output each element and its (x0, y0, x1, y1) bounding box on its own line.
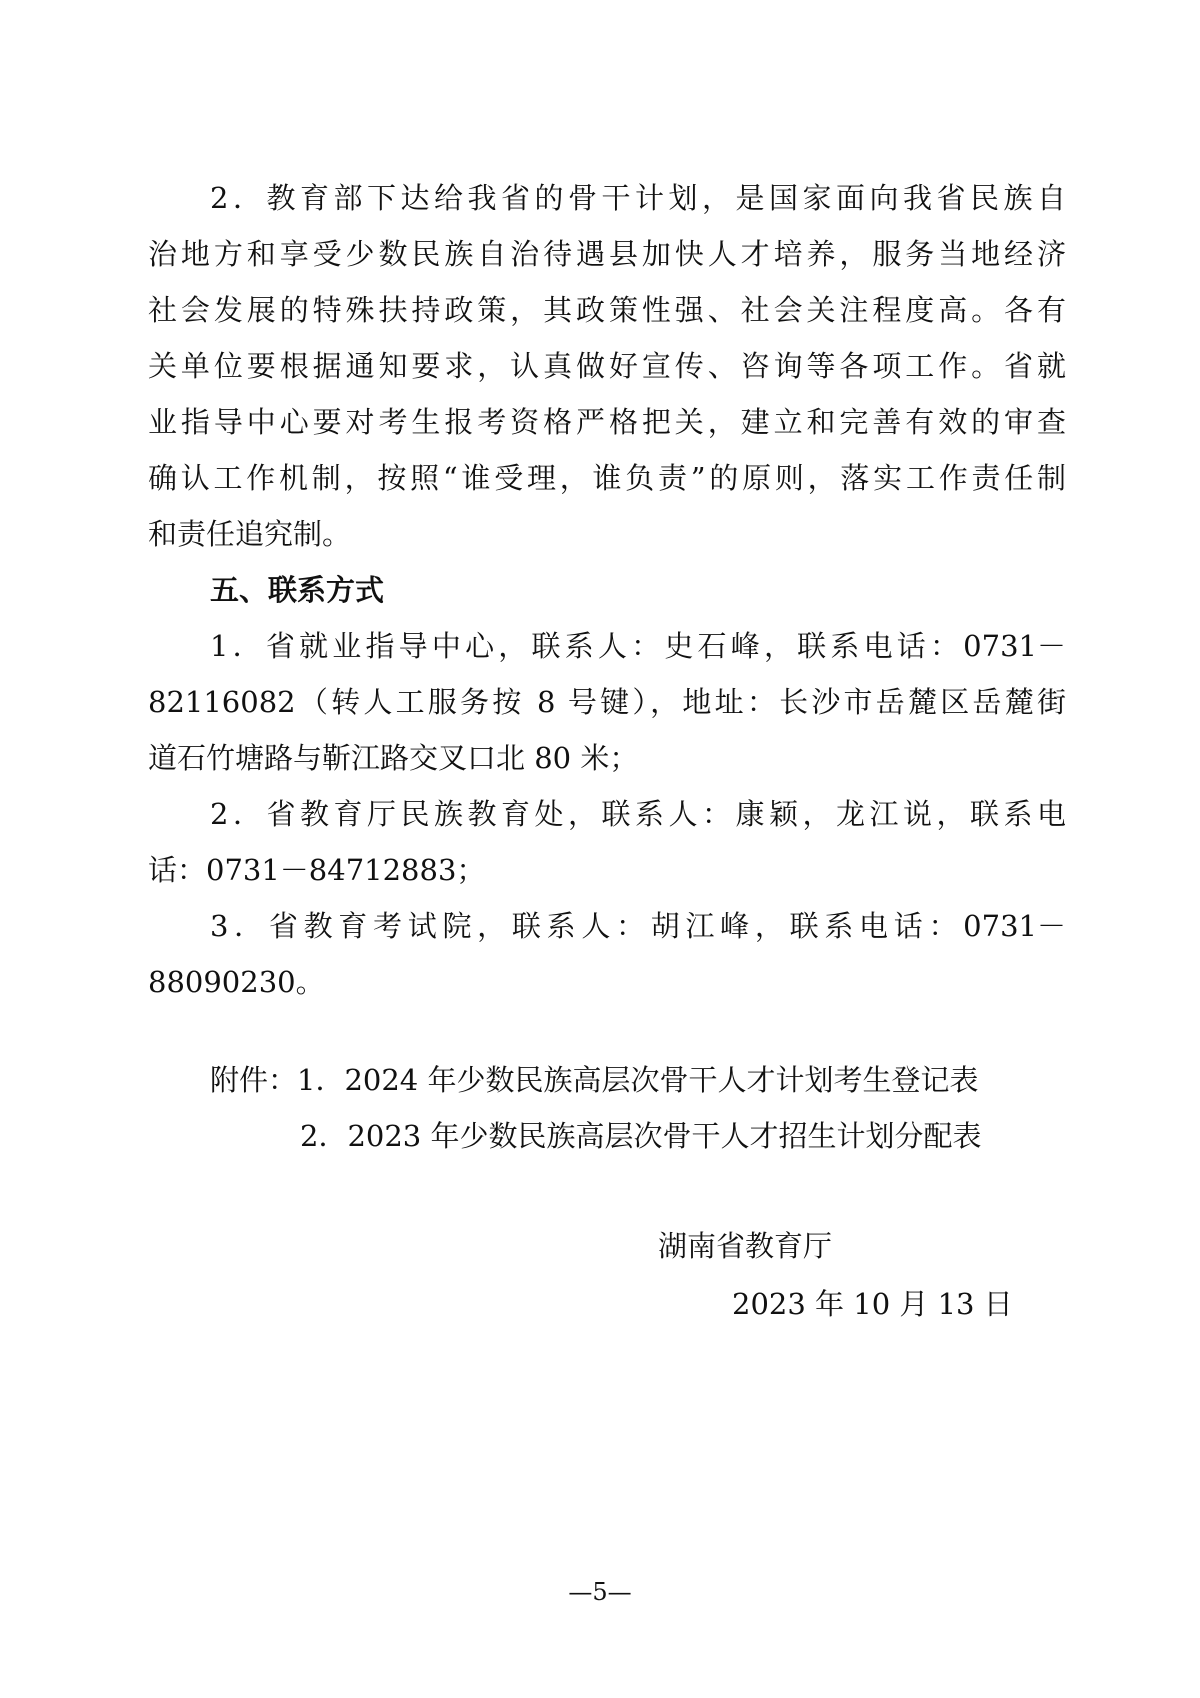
page-number: —5— (568, 1578, 632, 1606)
para2-line-1: 2．教育部下达给我省的骨干计划，是国家面向我省民族自 (210, 181, 1066, 215)
contact-1-line-3: 道石竹塘路与靳江路交叉口北 80 米； (148, 741, 639, 775)
signature-date: 2023 年 10 月 13 日 (732, 1287, 1013, 1321)
contact-1-line-1: 1．省就业指导中心，联系人：史石峰，联系电话：0731－ (210, 629, 1066, 663)
contact-2-line-2: 话：0731－84712883； (148, 853, 486, 887)
para2-line-2: 治地方和享受少数民族自治待遇县加快人才培养，服务当地经济 (148, 237, 1066, 271)
para2-line-3: 社会发展的特殊扶持政策，其政策性强、社会关注程度高。各有 (148, 293, 1066, 327)
contact-2-line-1: 2．省教育厅民族教育处，联系人：康颖，龙江说，联系电 (210, 797, 1066, 831)
attachment-1: 附件：1．2024 年少数民族高层次骨干人才计划考生登记表 (210, 1063, 979, 1097)
contact-1-line-2: 82116082（转人工服务按 8 号键），地址：长沙市岳麓区岳麓街 (148, 685, 1066, 719)
para2-line-6: 确认工作机制，按照“谁受理，谁负责”的原则，落实工作责任制 (148, 461, 1066, 495)
para2-line-4: 关单位要根据通知要求，认真做好宣传、咨询等各项工作。省就 (148, 349, 1066, 383)
signature-org: 湖南省教育厅 (658, 1229, 833, 1263)
attachment-2: 2．2023 年少数民族高层次骨干人才招生计划分配表 (300, 1119, 982, 1153)
para2-line-7: 和责任追究制。 (148, 517, 352, 551)
para2-line-5: 业指导中心要对考生报考资格严格把关，建立和完善有效的审查 (148, 405, 1066, 439)
contact-3-line-1: 3．省教育考试院，联系人：胡江峰，联系电话：0731－ (210, 909, 1066, 943)
section-heading: 五、联系方式 (210, 573, 385, 607)
contact-3-line-2: 88090230。 (148, 965, 325, 999)
